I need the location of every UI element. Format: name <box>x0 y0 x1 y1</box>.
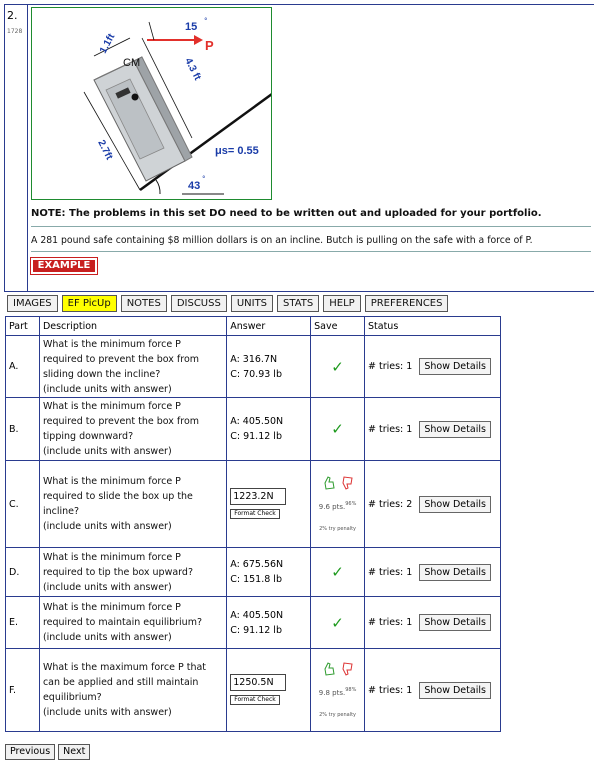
portfolio-note: NOTE: The problems in this set DO need to be written out and uploaded for your portfolio. <box>31 208 542 219</box>
frame-top-border <box>4 4 594 5</box>
status-cell <box>365 649 501 732</box>
try-penalty: 2% try penalty <box>319 526 356 533</box>
note-divider <box>31 226 591 227</box>
pagination-nav <box>5 744 90 760</box>
format-check-button[interactable]: Format Check <box>230 695 280 705</box>
answer-us: C: 91.12 lb <box>230 624 282 636</box>
part-label: F. <box>6 649 40 732</box>
status-cell <box>365 336 501 398</box>
force-label: P <box>205 38 214 53</box>
part-label: B. <box>6 398 40 461</box>
part-label: A. <box>6 336 40 398</box>
answer-si: A: 316.7N <box>230 353 278 365</box>
tab-preferences[interactable]: PREFERENCES <box>365 295 449 312</box>
frame-left-border <box>4 4 5 291</box>
svg-text:°: ° <box>202 175 206 183</box>
save-cell <box>311 597 365 649</box>
try-penalty: 2% try penalty <box>319 712 356 719</box>
answer-cell <box>227 649 311 732</box>
part-label: C. <box>6 461 40 548</box>
table-row <box>6 461 501 548</box>
previous-button[interactable]: Previous <box>5 744 55 760</box>
show-details-button[interactable]: Show Details <box>419 358 491 375</box>
show-details-button[interactable]: Show Details <box>419 614 491 631</box>
problem-number: 2. <box>7 9 18 22</box>
header-part: Part <box>6 317 40 336</box>
problem-figure <box>31 7 272 200</box>
question-text: What is the maximum force P that can be applied and still maintain equilibrium? (include units with answer) <box>39 649 226 732</box>
problem-id: 1728 <box>7 28 23 35</box>
header-description: Description <box>39 317 226 336</box>
frame-bottom-border <box>4 291 594 292</box>
save-cell <box>311 548 365 597</box>
answer-cell <box>227 398 311 461</box>
question-text: What is the minimum force P required to prevent the box from tipping downward? (include units with answer) <box>39 398 226 461</box>
answer-si: A: 405.50N <box>230 609 284 621</box>
question-text: What is the minimum force P required to tip the box upward? (include units with answer) <box>39 548 226 597</box>
question-text: What is the minimum force P required to slide the box up the incline? (include units with answer) <box>39 461 226 548</box>
show-details-button[interactable]: Show Details <box>419 564 491 581</box>
answer-us: C: 70.93 lb <box>230 368 282 380</box>
part-label: E. <box>6 597 40 649</box>
header-answer: Answer <box>227 317 311 336</box>
show-details-button[interactable]: Show Details <box>419 421 491 438</box>
example-button[interactable]: EXAMPLE <box>31 258 97 274</box>
force-arrowhead <box>194 35 203 45</box>
incline-angle-arc <box>156 180 160 194</box>
points-score: 9.6 pts. <box>318 503 346 512</box>
thumbs-up-icon[interactable] <box>323 662 335 679</box>
table-row <box>6 649 501 732</box>
tab-notes[interactable]: NOTES <box>121 295 167 312</box>
tab-stats[interactable]: STATS <box>277 295 319 312</box>
checkmark-icon: ✓ <box>331 357 344 376</box>
parts-table <box>5 316 501 732</box>
answer-us: C: 151.8 lb <box>230 574 282 585</box>
tries-count: # tries: 1 <box>368 566 413 578</box>
table-row <box>6 398 501 461</box>
tab-ef-picup[interactable]: EF PicUp <box>62 295 117 312</box>
frame-separator <box>27 4 28 291</box>
description-divider <box>31 251 591 252</box>
save-cell <box>311 649 365 732</box>
next-button[interactable]: Next <box>58 744 90 760</box>
table-row <box>6 548 501 597</box>
show-details-button[interactable]: Show Details <box>419 682 491 699</box>
answer-us: C: 91.12 lb <box>230 431 282 442</box>
answer-si: A: 675.56N <box>230 559 284 570</box>
answer-input[interactable] <box>230 674 286 691</box>
cm-label: CM <box>123 57 141 69</box>
tab-units[interactable]: UNITS <box>231 295 273 312</box>
question-text: What is the minimum force P required to prevent the box from sliding down the incline? (include units with answer) <box>39 336 226 398</box>
save-cell <box>311 336 365 398</box>
tab-discuss[interactable]: DISCUSS <box>171 295 227 312</box>
svg-text:°: ° <box>204 17 208 25</box>
width-label: 1.1ft <box>97 32 118 56</box>
tries-count: # tries: 1 <box>368 684 413 696</box>
tries-count: # tries: 1 <box>368 617 413 628</box>
answer-cell <box>227 548 311 597</box>
answer-cell <box>227 336 311 398</box>
thumbs-down-icon[interactable] <box>341 662 353 679</box>
thumbs-down-icon[interactable] <box>341 476 353 493</box>
tries-count: # tries: 1 <box>368 361 413 372</box>
incline-angle-label: 43 <box>188 180 201 192</box>
checkmark-icon: ✓ <box>331 420 344 438</box>
rating-thumbs <box>323 476 353 493</box>
checkmark-icon: ✓ <box>331 563 344 581</box>
tries-count: # tries: 2 <box>368 498 413 510</box>
points-percent: 98% <box>345 686 357 693</box>
tab-help[interactable]: HELP <box>323 295 360 312</box>
table-header-row <box>6 317 501 336</box>
question-text: What is the minimum force P required to maintain equilibrium? (include units with answer) <box>39 597 226 649</box>
show-details-button[interactable]: Show Details <box>419 496 491 513</box>
answer-cell <box>227 597 311 649</box>
status-cell <box>365 548 501 597</box>
points-score: 9.8 pts. <box>318 689 346 698</box>
safe-diagram <box>32 8 272 200</box>
status-cell <box>365 597 501 649</box>
answer-cell <box>227 461 311 548</box>
cm-dot <box>132 94 139 101</box>
status-cell <box>365 398 501 461</box>
rating-thumbs <box>323 662 353 679</box>
points-percent: 96% <box>345 500 357 507</box>
answer-input[interactable] <box>230 488 286 505</box>
part-label: D. <box>6 548 40 597</box>
thumbs-up-icon[interactable] <box>323 476 335 493</box>
format-check-button[interactable]: Format Check <box>230 509 280 519</box>
checkmark-icon: ✓ <box>331 613 344 632</box>
table-row <box>6 336 501 398</box>
angle-top-label: 15 <box>185 21 198 33</box>
save-cell <box>311 398 365 461</box>
problem-description: A 281 pound safe containing $8 million dollars is on an incline. Butch is pulling on the safe with a force of P. <box>31 235 533 246</box>
tab-images[interactable]: IMAGES <box>7 295 58 312</box>
save-cell <box>311 461 365 548</box>
base-label: 2.7ft <box>95 138 115 162</box>
mu-label: μs= 0.55 <box>215 145 259 157</box>
table-row <box>6 597 501 649</box>
header-status: Status <box>365 317 501 336</box>
height-label: 4.3 ft <box>182 56 203 83</box>
header-save: Save <box>311 317 365 336</box>
problem-tabs <box>7 295 448 312</box>
safe-body <box>94 57 192 181</box>
status-cell <box>365 461 501 548</box>
answer-si: A: 405.50N <box>230 416 284 427</box>
tries-count: # tries: 1 <box>368 423 413 435</box>
